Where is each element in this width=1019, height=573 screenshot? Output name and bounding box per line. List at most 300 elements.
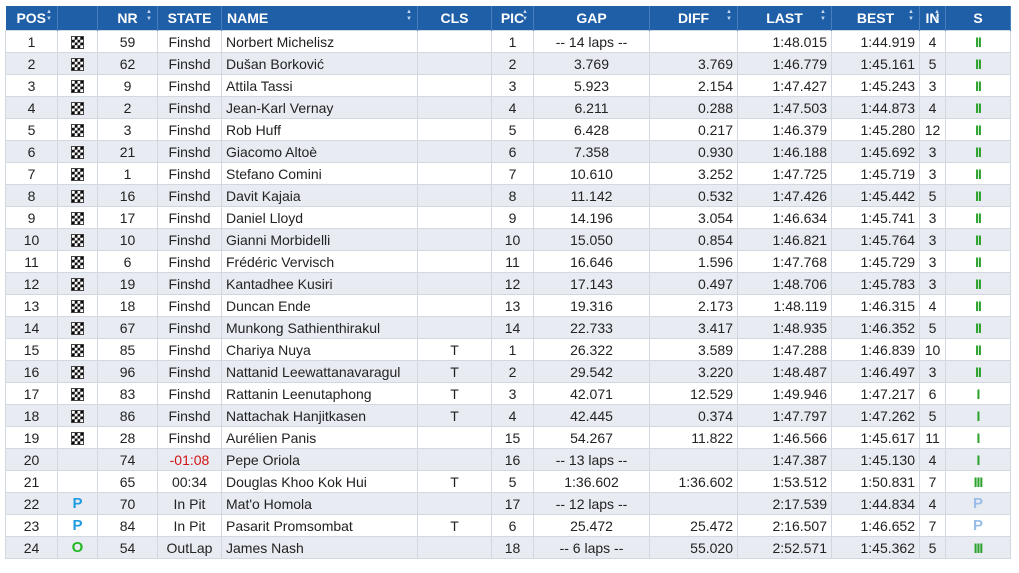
status-icon-cell bbox=[58, 119, 98, 141]
car-number-cell: 18 bbox=[98, 295, 158, 317]
best-lap-cell: 1:45.719 bbox=[832, 163, 920, 185]
table-row[interactable] bbox=[6, 383, 1011, 405]
pit-count-cell: 3 bbox=[920, 273, 946, 295]
class-cell bbox=[418, 273, 492, 295]
car-number-cell: 62 bbox=[98, 53, 158, 75]
diff-cell: 12.529 bbox=[650, 383, 738, 405]
checkered-flag-icon bbox=[71, 58, 84, 71]
state-cell: Finshd bbox=[158, 141, 222, 163]
status-icon-cell bbox=[58, 537, 98, 559]
position-cell: 8 bbox=[6, 185, 58, 207]
driver-name-cell: Rob Huff bbox=[222, 119, 418, 141]
last-lap-cell: 1:47.503 bbox=[738, 97, 832, 119]
last-lap-cell: 2:52.571 bbox=[738, 537, 832, 559]
gap-cell: 11.142 bbox=[534, 185, 650, 207]
status-icon-cell bbox=[58, 515, 98, 537]
sector-status-indicator: II bbox=[975, 143, 981, 160]
class-cell bbox=[418, 207, 492, 229]
pit-count-cell: 4 bbox=[920, 97, 946, 119]
diff-cell: 3.769 bbox=[650, 53, 738, 75]
position-cell: 5 bbox=[6, 119, 58, 141]
position-in-class-cell: 17 bbox=[492, 493, 534, 515]
sector-status-indicator: II bbox=[975, 121, 981, 138]
class-cell: T bbox=[418, 339, 492, 361]
sector-status-cell bbox=[946, 31, 1011, 53]
state-cell: Finshd bbox=[158, 229, 222, 251]
pit-count-cell: 7 bbox=[920, 515, 946, 537]
state-cell: Finshd bbox=[158, 97, 222, 119]
gap-cell: -- 12 laps -- bbox=[534, 493, 650, 515]
status-icon-cell bbox=[58, 163, 98, 185]
car-number-cell: 67 bbox=[98, 317, 158, 339]
last-lap-cell: 1:46.188 bbox=[738, 141, 832, 163]
diff-cell: 0.854 bbox=[650, 229, 738, 251]
diff-cell: 0.532 bbox=[650, 185, 738, 207]
class-cell bbox=[418, 427, 492, 449]
gap-cell: 54.267 bbox=[534, 427, 650, 449]
last-lap-cell: 1:49.946 bbox=[738, 383, 832, 405]
position-cell: 4 bbox=[6, 97, 58, 119]
car-number-cell: 74 bbox=[98, 449, 158, 471]
best-lap-cell: 1:45.617 bbox=[832, 427, 920, 449]
driver-name-cell: Rattanin Leenutaphong bbox=[222, 383, 418, 405]
table-row[interactable] bbox=[6, 295, 1011, 317]
column-header-state: STATE bbox=[158, 6, 222, 31]
table-row[interactable] bbox=[6, 493, 1011, 515]
status-icon-cell bbox=[58, 405, 98, 427]
gap-cell: 19.316 bbox=[534, 295, 650, 317]
sector-status-indicator: I bbox=[976, 429, 980, 446]
diff-cell: 0.930 bbox=[650, 141, 738, 163]
diff-cell: 0.217 bbox=[650, 119, 738, 141]
live-timing-table bbox=[5, 6, 1011, 559]
last-lap-cell: 1:53.512 bbox=[738, 471, 832, 493]
sector-status-indicator: II bbox=[975, 55, 981, 72]
position-in-class-cell: 8 bbox=[492, 185, 534, 207]
driver-name-cell: Pepe Oriola bbox=[222, 449, 418, 471]
car-number-cell: 16 bbox=[98, 185, 158, 207]
gap-cell: -- 6 laps -- bbox=[534, 537, 650, 559]
sector-status-indicator: II bbox=[975, 341, 981, 358]
car-number-cell: 54 bbox=[98, 537, 158, 559]
pit-count-cell: 5 bbox=[920, 53, 946, 75]
pit-count-cell: 3 bbox=[920, 75, 946, 97]
table-row[interactable] bbox=[6, 163, 1011, 185]
sector-status-cell bbox=[946, 383, 1011, 405]
last-lap-cell: 1:46.379 bbox=[738, 119, 832, 141]
last-lap-cell: 1:47.387 bbox=[738, 449, 832, 471]
gap-cell: 6.211 bbox=[534, 97, 650, 119]
column-header-cls: CLS bbox=[418, 6, 492, 31]
table-row[interactable] bbox=[6, 361, 1011, 383]
status-icon-cell bbox=[58, 53, 98, 75]
best-lap-cell: 1:45.243 bbox=[832, 75, 920, 97]
gap-cell: 25.472 bbox=[534, 515, 650, 537]
checkered-flag-icon bbox=[71, 366, 84, 379]
state-cell: Finshd bbox=[158, 273, 222, 295]
checkered-flag-icon bbox=[71, 36, 84, 49]
best-lap-cell: 1:45.362 bbox=[832, 537, 920, 559]
best-lap-cell: 1:50.831 bbox=[832, 471, 920, 493]
position-in-class-cell: 12 bbox=[492, 273, 534, 295]
checkered-flag-icon bbox=[71, 124, 84, 137]
state-cell: In Pit bbox=[158, 493, 222, 515]
gap-cell: 5.923 bbox=[534, 75, 650, 97]
pit-count-cell: 3 bbox=[920, 251, 946, 273]
table-row[interactable] bbox=[6, 31, 1011, 53]
position-in-class-cell: 5 bbox=[492, 119, 534, 141]
last-lap-cell: 1:47.797 bbox=[738, 405, 832, 427]
pit-count-cell: 5 bbox=[920, 537, 946, 559]
sector-status-cell bbox=[946, 75, 1011, 97]
column-header-diff[interactable]: DIFF ▲ ▼ bbox=[650, 6, 738, 31]
diff-cell: 2.154 bbox=[650, 75, 738, 97]
last-lap-cell: 1:46.566 bbox=[738, 427, 832, 449]
state-cell: Finshd bbox=[158, 427, 222, 449]
diff-cell: 3.589 bbox=[650, 339, 738, 361]
pit-count-cell: 12 bbox=[920, 119, 946, 141]
gap-cell: 10.610 bbox=[534, 163, 650, 185]
pit-count-cell: 4 bbox=[920, 449, 946, 471]
status-icon-cell bbox=[58, 97, 98, 119]
sector-status-indicator: I bbox=[976, 451, 980, 468]
sector-status-indicator: II bbox=[975, 297, 981, 314]
position-cell: 18 bbox=[6, 405, 58, 427]
pit-icon: P bbox=[72, 517, 83, 534]
status-icon-cell bbox=[58, 31, 98, 53]
pit-count-cell: 4 bbox=[920, 493, 946, 515]
driver-name-cell: Duncan Ende bbox=[222, 295, 418, 317]
gap-cell: 1:36.602 bbox=[534, 471, 650, 493]
pit-count-cell: 6 bbox=[920, 383, 946, 405]
pit-count-cell: 3 bbox=[920, 207, 946, 229]
sector-status-indicator: II bbox=[975, 209, 981, 226]
sector-status-indicator: I bbox=[976, 407, 980, 424]
position-cell: 2 bbox=[6, 53, 58, 75]
position-in-class-cell: 6 bbox=[492, 515, 534, 537]
diff-cell bbox=[650, 449, 738, 471]
last-lap-cell: 1:47.427 bbox=[738, 75, 832, 97]
table-row[interactable] bbox=[6, 405, 1011, 427]
table-row[interactable] bbox=[6, 185, 1011, 207]
table-body bbox=[6, 31, 1011, 559]
column-header-nr[interactable]: NR ▲ ▼ bbox=[98, 6, 158, 31]
position-cell: 13 bbox=[6, 295, 58, 317]
column-header-pos[interactable]: POS ▲ ▼ bbox=[6, 6, 58, 31]
checkered-flag-icon bbox=[71, 344, 84, 357]
sector-status-cell bbox=[946, 405, 1011, 427]
column-header-name[interactable]: NAME ▲ ▼ bbox=[222, 6, 418, 31]
sector-status-cell bbox=[946, 339, 1011, 361]
driver-name-cell: Aurélien Panis bbox=[222, 427, 418, 449]
status-icon-cell bbox=[58, 251, 98, 273]
status-icon-cell bbox=[58, 361, 98, 383]
status-icon-cell bbox=[58, 427, 98, 449]
sector-status-cell bbox=[946, 537, 1011, 559]
sector-status-cell bbox=[946, 515, 1011, 537]
position-cell: 12 bbox=[6, 273, 58, 295]
diff-cell bbox=[650, 493, 738, 515]
diff-cell: 3.417 bbox=[650, 317, 738, 339]
column-header-last[interactable]: LAST ▲ ▼ bbox=[738, 6, 832, 31]
sector-status-indicator: II bbox=[975, 319, 981, 336]
class-cell bbox=[418, 119, 492, 141]
diff-cell bbox=[650, 31, 738, 53]
driver-name-cell: Norbert Michelisz bbox=[222, 31, 418, 53]
position-in-class-cell: 16 bbox=[492, 449, 534, 471]
sector-status-indicator: II bbox=[975, 275, 981, 292]
position-cell: 21 bbox=[6, 471, 58, 493]
last-lap-cell: 1:48.706 bbox=[738, 273, 832, 295]
class-cell bbox=[418, 295, 492, 317]
position-in-class-cell: 4 bbox=[492, 97, 534, 119]
checkered-flag-icon bbox=[71, 278, 84, 291]
pit-count-cell: 4 bbox=[920, 295, 946, 317]
gap-cell: 14.196 bbox=[534, 207, 650, 229]
column-header-best[interactable]: BEST ▲ ▼ bbox=[832, 6, 920, 31]
table-row[interactable] bbox=[6, 207, 1011, 229]
state-cell: Finshd bbox=[158, 185, 222, 207]
table-row[interactable] bbox=[6, 53, 1011, 75]
checkered-flag-icon bbox=[71, 234, 84, 247]
diff-cell: 0.374 bbox=[650, 405, 738, 427]
position-cell: 7 bbox=[6, 163, 58, 185]
checkered-flag-icon bbox=[71, 102, 84, 115]
pit-count-cell: 7 bbox=[920, 471, 946, 493]
driver-name-cell: Nattanid Leewattanavaragul bbox=[222, 361, 418, 383]
table-row[interactable] bbox=[6, 75, 1011, 97]
table-row[interactable] bbox=[6, 537, 1011, 559]
table-row[interactable] bbox=[6, 449, 1011, 471]
sector-status-cell bbox=[946, 97, 1011, 119]
diff-cell: 3.054 bbox=[650, 207, 738, 229]
table-row[interactable] bbox=[6, 97, 1011, 119]
sector-status-cell bbox=[946, 251, 1011, 273]
position-cell: 14 bbox=[6, 317, 58, 339]
position-in-class-cell: 18 bbox=[492, 537, 534, 559]
checkered-flag-icon bbox=[71, 300, 84, 313]
status-icon-cell bbox=[58, 449, 98, 471]
position-in-class-cell: 14 bbox=[492, 317, 534, 339]
checkered-flag-icon bbox=[71, 80, 84, 93]
sector-status-indicator: P bbox=[972, 495, 983, 512]
column-header-s: S bbox=[946, 6, 1011, 31]
driver-name-cell: Nattachak Hanjitkasen bbox=[222, 405, 418, 427]
pit-count-cell: 3 bbox=[920, 229, 946, 251]
position-cell: 24 bbox=[6, 537, 58, 559]
sector-status-indicator: II bbox=[975, 33, 981, 50]
last-lap-cell: 1:46.779 bbox=[738, 53, 832, 75]
car-number-cell: 70 bbox=[98, 493, 158, 515]
gap-cell: -- 13 laps -- bbox=[534, 449, 650, 471]
car-number-cell: 84 bbox=[98, 515, 158, 537]
checkered-flag-icon bbox=[71, 146, 84, 159]
diff-cell: 25.472 bbox=[650, 515, 738, 537]
last-lap-cell: 1:48.935 bbox=[738, 317, 832, 339]
best-lap-cell: 1:45.130 bbox=[832, 449, 920, 471]
position-in-class-cell: 13 bbox=[492, 295, 534, 317]
sector-status-indicator: II bbox=[975, 165, 981, 182]
state-cell: Finshd bbox=[158, 207, 222, 229]
last-lap-cell: 1:46.821 bbox=[738, 229, 832, 251]
table-row[interactable] bbox=[6, 471, 1011, 493]
table-header bbox=[6, 6, 1011, 31]
gap-cell: 3.769 bbox=[534, 53, 650, 75]
class-cell: T bbox=[418, 361, 492, 383]
status-icon-cell bbox=[58, 229, 98, 251]
column-header-pic[interactable]: PIC ▲ ▼ bbox=[492, 6, 534, 31]
sector-status-cell bbox=[946, 361, 1011, 383]
car-number-cell: 59 bbox=[98, 31, 158, 53]
state-cell: Finshd bbox=[158, 405, 222, 427]
gap-cell: 15.050 bbox=[534, 229, 650, 251]
car-number-cell: 28 bbox=[98, 427, 158, 449]
state-cell: Finshd bbox=[158, 119, 222, 141]
sector-status-cell bbox=[946, 295, 1011, 317]
best-lap-cell: 1:47.262 bbox=[832, 405, 920, 427]
class-cell bbox=[418, 229, 492, 251]
best-lap-cell: 1:45.741 bbox=[832, 207, 920, 229]
sector-status-cell bbox=[946, 229, 1011, 251]
table-row[interactable] bbox=[6, 273, 1011, 295]
table-row[interactable] bbox=[6, 141, 1011, 163]
diff-cell: 2.173 bbox=[650, 295, 738, 317]
column-header-in[interactable]: IN ▲ ▼ bbox=[920, 6, 946, 31]
driver-name-cell: Davit Kajaia bbox=[222, 185, 418, 207]
position-in-class-cell: 3 bbox=[492, 75, 534, 97]
best-lap-cell: 1:45.442 bbox=[832, 185, 920, 207]
diff-cell: 3.220 bbox=[650, 361, 738, 383]
gap-cell: 17.143 bbox=[534, 273, 650, 295]
diff-cell: 0.497 bbox=[650, 273, 738, 295]
best-lap-cell: 1:44.873 bbox=[832, 97, 920, 119]
last-lap-cell: 2:16.507 bbox=[738, 515, 832, 537]
best-lap-cell: 1:45.161 bbox=[832, 53, 920, 75]
position-cell: 9 bbox=[6, 207, 58, 229]
status-icon-cell bbox=[58, 317, 98, 339]
driver-name-cell: Mat'o Homola bbox=[222, 493, 418, 515]
checkered-flag-icon bbox=[71, 388, 84, 401]
sector-status-cell bbox=[946, 273, 1011, 295]
position-cell: 22 bbox=[6, 493, 58, 515]
position-in-class-cell: 1 bbox=[492, 339, 534, 361]
class-cell bbox=[418, 493, 492, 515]
table-row[interactable] bbox=[6, 317, 1011, 339]
class-cell bbox=[418, 75, 492, 97]
gap-cell: 42.445 bbox=[534, 405, 650, 427]
column-header-gap: GAP bbox=[534, 6, 650, 31]
sector-status-cell bbox=[946, 427, 1011, 449]
position-in-class-cell: 4 bbox=[492, 405, 534, 427]
table-row[interactable] bbox=[6, 119, 1011, 141]
position-in-class-cell: 7 bbox=[492, 163, 534, 185]
diff-cell: 55.020 bbox=[650, 537, 738, 559]
position-in-class-cell: 15 bbox=[492, 427, 534, 449]
class-cell: T bbox=[418, 405, 492, 427]
pit-count-cell: 4 bbox=[920, 31, 946, 53]
state-cell: 00:34 bbox=[158, 471, 222, 493]
class-cell bbox=[418, 449, 492, 471]
sector-status-indicator: III bbox=[973, 539, 983, 556]
class-cell bbox=[418, 141, 492, 163]
car-number-cell: 85 bbox=[98, 339, 158, 361]
pit-count-cell: 5 bbox=[920, 317, 946, 339]
state-cell: In Pit bbox=[158, 515, 222, 537]
pit-count-cell: 3 bbox=[920, 141, 946, 163]
driver-name-cell: Attila Tassi bbox=[222, 75, 418, 97]
pit-count-cell: 5 bbox=[920, 405, 946, 427]
state-cell: Finshd bbox=[158, 163, 222, 185]
table-row[interactable] bbox=[6, 251, 1011, 273]
car-number-cell: 96 bbox=[98, 361, 158, 383]
diff-cell: 1:36.602 bbox=[650, 471, 738, 493]
gap-cell: 7.358 bbox=[534, 141, 650, 163]
last-lap-cell: 1:48.487 bbox=[738, 361, 832, 383]
sector-status-indicator: II bbox=[975, 77, 981, 94]
gap-cell: 16.646 bbox=[534, 251, 650, 273]
driver-name-cell: Douglas Khoo Kok Hui bbox=[222, 471, 418, 493]
sector-status-indicator: II bbox=[975, 187, 981, 204]
diff-cell: 3.252 bbox=[650, 163, 738, 185]
best-lap-cell: 1:45.764 bbox=[832, 229, 920, 251]
position-cell: 10 bbox=[6, 229, 58, 251]
state-cell: -01:08 bbox=[158, 449, 222, 471]
best-lap-cell: 1:44.834 bbox=[832, 493, 920, 515]
driver-name-cell: Gianni Morbidelli bbox=[222, 229, 418, 251]
position-in-class-cell: 6 bbox=[492, 141, 534, 163]
sector-status-cell bbox=[946, 53, 1011, 75]
pit-count-cell: 10 bbox=[920, 339, 946, 361]
diff-cell: 1.596 bbox=[650, 251, 738, 273]
table-row[interactable] bbox=[6, 339, 1011, 361]
sector-status-indicator: II bbox=[975, 231, 981, 248]
class-cell bbox=[418, 251, 492, 273]
sector-status-cell bbox=[946, 449, 1011, 471]
driver-name-cell: Daniel Lloyd bbox=[222, 207, 418, 229]
status-icon-cell bbox=[58, 383, 98, 405]
status-icon-cell bbox=[58, 493, 98, 515]
sector-status-indicator: II bbox=[975, 253, 981, 270]
state-cell: Finshd bbox=[158, 383, 222, 405]
position-cell: 16 bbox=[6, 361, 58, 383]
class-cell: T bbox=[418, 471, 492, 493]
best-lap-cell: 1:46.497 bbox=[832, 361, 920, 383]
car-number-cell: 83 bbox=[98, 383, 158, 405]
position-cell: 17 bbox=[6, 383, 58, 405]
driver-name-cell: Giacomo Altoè bbox=[222, 141, 418, 163]
state-cell: OutLap bbox=[158, 537, 222, 559]
sector-status-cell bbox=[946, 471, 1011, 493]
class-cell bbox=[418, 185, 492, 207]
table-row[interactable] bbox=[6, 229, 1011, 251]
sector-status-indicator: I bbox=[976, 385, 980, 402]
status-icon-cell bbox=[58, 471, 98, 493]
sector-status-indicator: P bbox=[972, 517, 983, 534]
state-cell: Finshd bbox=[158, 317, 222, 339]
best-lap-cell: 1:46.315 bbox=[832, 295, 920, 317]
sector-status-cell bbox=[946, 141, 1011, 163]
gap-cell: 26.322 bbox=[534, 339, 650, 361]
class-cell bbox=[418, 317, 492, 339]
car-number-cell: 3 bbox=[98, 119, 158, 141]
checkered-flag-icon bbox=[71, 432, 84, 445]
best-lap-cell: 1:45.692 bbox=[832, 141, 920, 163]
table-row[interactable] bbox=[6, 427, 1011, 449]
driver-name-cell: Chariya Nuya bbox=[222, 339, 418, 361]
status-icon-cell bbox=[58, 339, 98, 361]
state-cell: Finshd bbox=[158, 339, 222, 361]
table-row[interactable] bbox=[6, 515, 1011, 537]
